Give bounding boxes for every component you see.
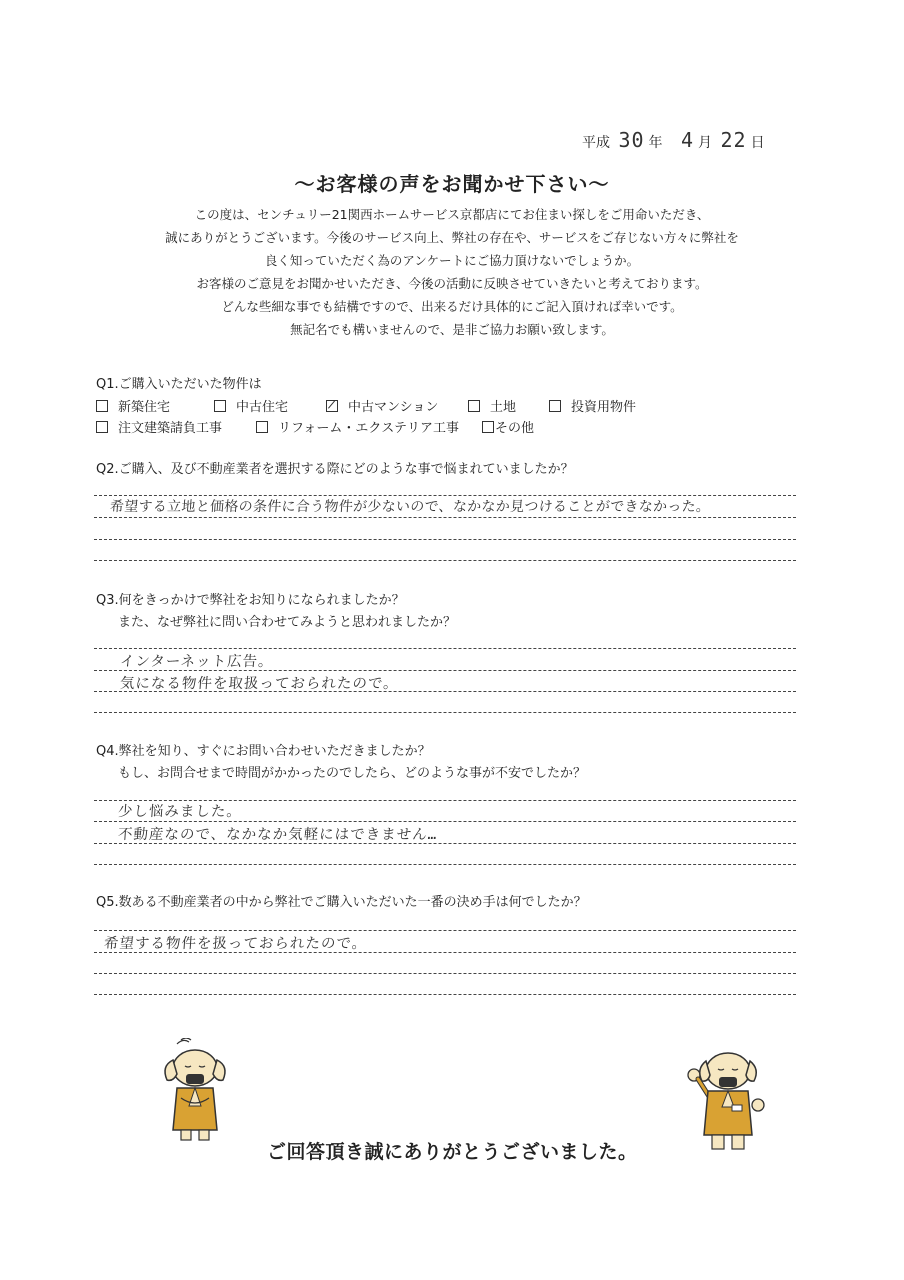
q1-option-label: 注文建築請負工事 xyxy=(118,421,223,436)
checkbox-icon[interactable] xyxy=(549,400,561,412)
survey-date xyxy=(582,128,765,152)
era-label: 平成 xyxy=(582,135,610,151)
q3-answer-line: 気になる物件を取扱っておられたので。 xyxy=(119,676,400,692)
answer-line xyxy=(94,952,796,953)
mascot-dog-right-icon xyxy=(684,1045,769,1155)
answer-line xyxy=(94,560,796,561)
q1-question: Q1.ご購入いただいた物件は xyxy=(96,377,262,392)
answer-line xyxy=(94,648,796,649)
q1-options xyxy=(96,396,796,436)
q4-answer-line: 不動産なので、なかなか気軽にはできません… xyxy=(117,827,438,843)
q1-option[interactable] xyxy=(482,417,534,436)
intro-line: 誠にありがとうございます。今後のサービス向上、弊社の存在や、サービスをご存じない方々に弊社を xyxy=(165,230,739,245)
q3-question-line2: また、なぜ弊社に問い合わせてみようと思われましたか？ xyxy=(118,615,457,630)
month-unit: 月 xyxy=(698,135,713,151)
day-value: 22 xyxy=(720,128,747,152)
q1-option[interactable] xyxy=(96,396,170,415)
q1-option[interactable] xyxy=(326,396,438,415)
checkbox-icon[interactable] xyxy=(256,421,268,433)
answer-line xyxy=(94,517,796,518)
page-title: ～お客様の声をお聞かせ下さい～ xyxy=(294,172,610,196)
q1-option-label: 投資用物件 xyxy=(571,400,637,415)
q5-answer-line: 希望する物件を扱っておられたので。 xyxy=(103,936,368,952)
q1-option[interactable] xyxy=(96,417,222,436)
checkbox-icon[interactable] xyxy=(96,421,108,433)
q1-option-label: 新築住宅 xyxy=(118,400,171,415)
q2-question: Q2.ご購入、及び不動産業者を選択する際にどのような事で悩まれていましたか？ xyxy=(96,462,574,477)
answer-line xyxy=(94,495,796,496)
checkbox-icon[interactable] xyxy=(96,400,108,412)
month-value: 4 xyxy=(681,128,695,152)
day-unit: 日 xyxy=(750,135,765,151)
q1-option[interactable] xyxy=(468,396,516,415)
intro-text xyxy=(0,203,904,341)
q3-answer-line: インターネット広告。 xyxy=(119,654,275,670)
q1-option-label: 中古マンション xyxy=(348,400,439,415)
q1-option-label: 中古住宅 xyxy=(236,400,289,415)
closing-message: ご回答頂き誠にありがとうございました。 xyxy=(267,1141,638,1163)
q5-question: Q5.数ある不動産業者の中から弊社でご購入いただいた一番の決め手は何でしたか？ xyxy=(96,895,587,910)
answer-line xyxy=(94,864,796,865)
checkbox-icon[interactable] xyxy=(482,421,494,433)
answer-line xyxy=(94,994,796,995)
q4-question-line2: もし、お問合せまで時間がかかったのでしたら、どのような事が不安でしたか？ xyxy=(118,766,587,781)
answer-line xyxy=(94,973,796,974)
intro-line: 無記名でも構いませんので、是非ご協力お願い致します。 xyxy=(290,322,614,337)
answer-line xyxy=(94,691,796,692)
checkbox-icon[interactable] xyxy=(468,400,480,412)
year-unit: 年 xyxy=(648,135,663,151)
intro-line: 良く知っていただく為のアンケートにご協力頂けないでしょうか。 xyxy=(264,253,640,268)
q4-question: Q4.弊社を知り、すぐにお問い合わせいただきましたか？ xyxy=(96,744,431,759)
q1-option[interactable] xyxy=(549,396,636,415)
q1-option[interactable] xyxy=(256,417,459,436)
answer-line xyxy=(94,930,796,931)
answer-line xyxy=(94,821,796,822)
q4-answer-line: 少し悩みました。 xyxy=(117,804,243,820)
answer-line xyxy=(94,670,796,671)
q1-option-label: リフォーム・エクステリア工事 xyxy=(278,421,459,436)
q1-option[interactable] xyxy=(214,396,288,415)
checked-checkbox-icon[interactable] xyxy=(326,400,338,412)
checkbox-icon[interactable] xyxy=(214,400,226,412)
q1-option-label: その他 xyxy=(495,421,535,436)
intro-line: この度は、センチュリー21関西ホームサービス京都店にてお住まい探しをご用命いただき、 xyxy=(194,207,710,222)
answer-line xyxy=(94,843,796,844)
answer-line xyxy=(94,539,796,540)
year-value: 30 xyxy=(618,128,645,152)
mascot-dog-left-icon xyxy=(155,1038,235,1143)
intro-line: お客様のご意見をお聞かせいただき、今後の活動に反映させていきたいと考えております。 xyxy=(196,276,708,291)
answer-line xyxy=(94,712,796,713)
intro-line: どんな些細な事でも結構ですので、出来るだけ具体的にご記入頂ければ幸いです。 xyxy=(221,299,683,314)
q2-answer-line: 希望する立地と価格の条件に合う物件が少ないので、なかなか見つけることができなかった。 xyxy=(109,499,711,515)
answer-line xyxy=(94,800,796,801)
q1-option-label: 土地 xyxy=(490,400,517,415)
q3-question: Q3.何をきっかけで弊社をお知りになられましたか？ xyxy=(96,593,405,608)
